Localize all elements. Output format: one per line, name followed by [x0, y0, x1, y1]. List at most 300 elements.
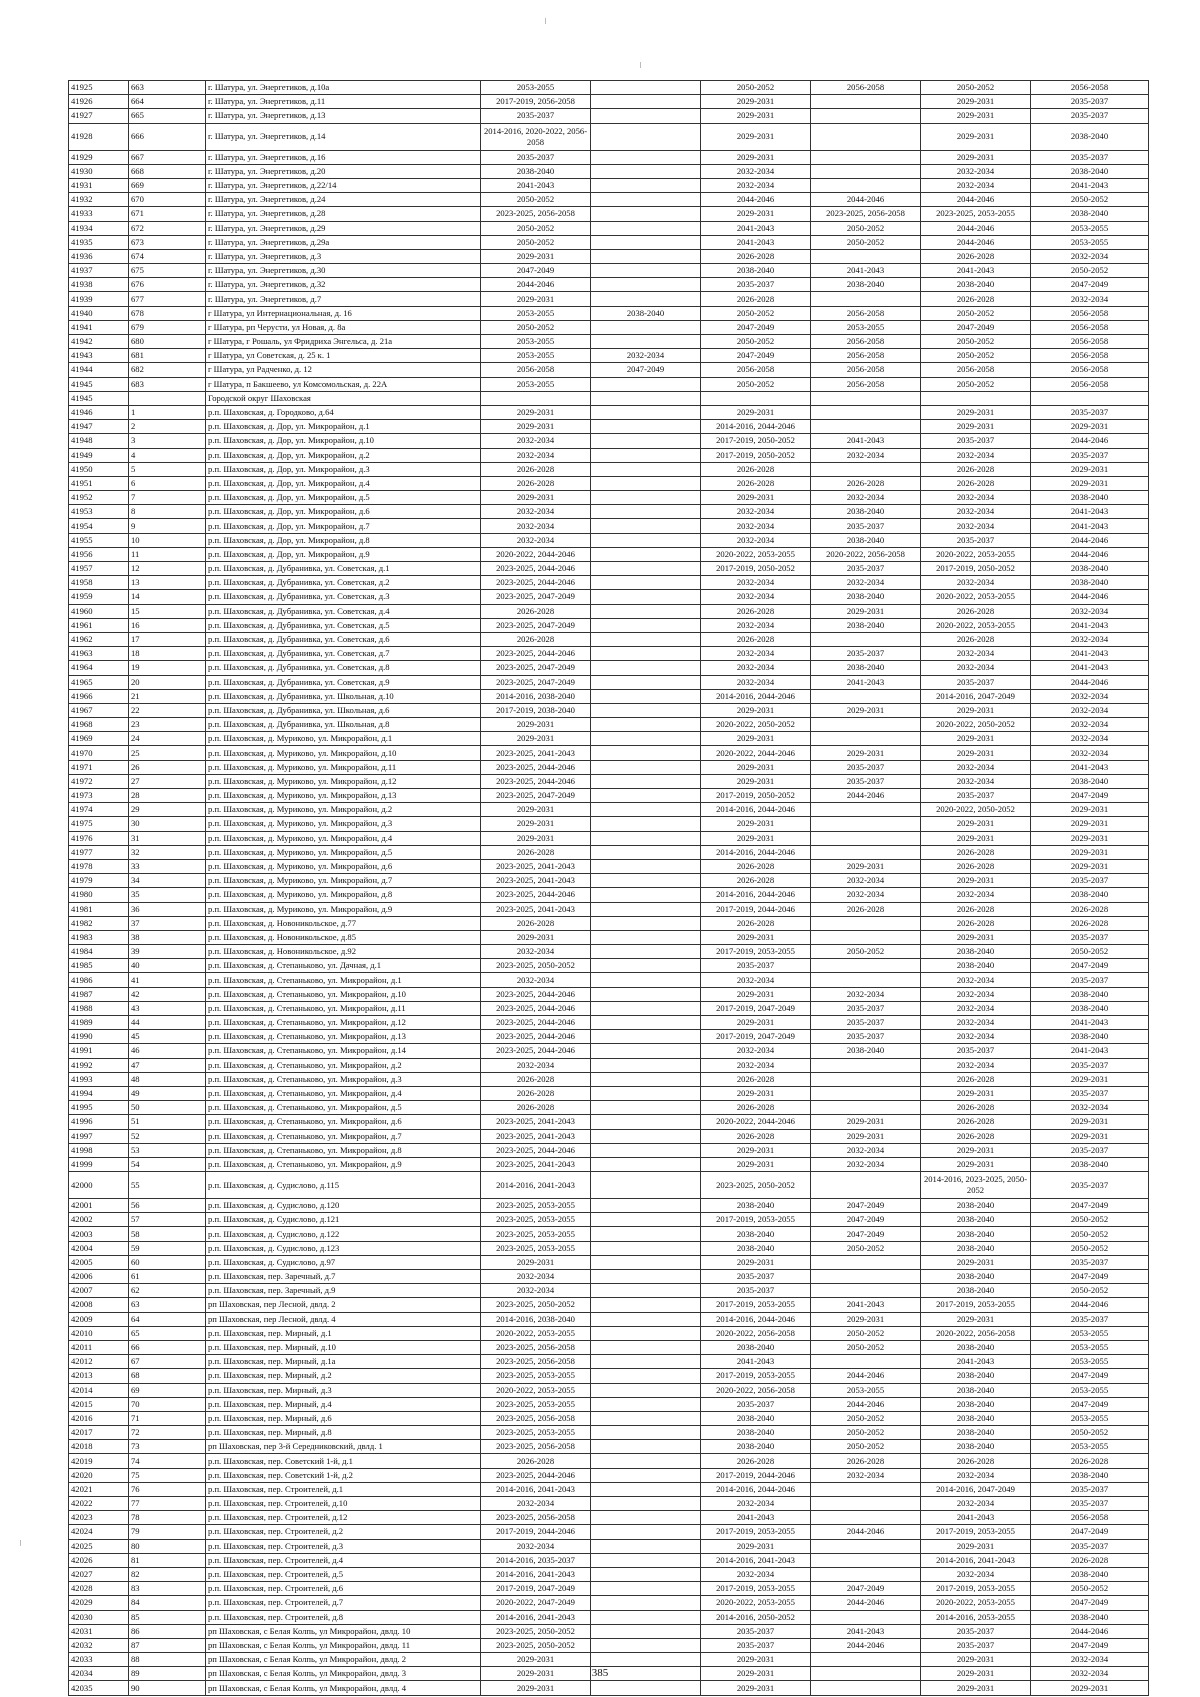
cell-period-6: 2026-2028	[1031, 1454, 1149, 1468]
cell-period-2	[591, 1383, 701, 1397]
cell-period-5: 2038-2040	[921, 1213, 1031, 1227]
cell-item-number: 68	[129, 1369, 206, 1383]
cell-period-1: 2023-2025, 2047-2049	[481, 590, 591, 604]
table-row	[69, 1001, 1149, 1015]
cell-period-1: 2023-2025, 2044-2046	[481, 987, 591, 1001]
table-row	[69, 1497, 1149, 1511]
cell-period-3: 2017-2019, 2053-2055	[701, 1213, 811, 1227]
cell-period-1: 2023-2025, 2044-2046	[481, 576, 591, 590]
cell-period-4	[811, 1497, 921, 1511]
cell-record-id: 41929	[69, 150, 129, 164]
cell-record-id: 42015	[69, 1397, 129, 1411]
scan-artifact	[545, 18, 546, 24]
cell-period-5: 2014-2016, 2053-2055	[921, 1610, 1031, 1624]
cell-period-5: 2038-2040	[921, 1426, 1031, 1440]
table-row	[69, 235, 1149, 249]
cell-period-6: 2038-2040	[1031, 491, 1149, 505]
cell-period-6: 2041-2043	[1031, 519, 1149, 533]
cell-period-4	[811, 1539, 921, 1553]
cell-record-id: 41994	[69, 1086, 129, 1100]
cell-address: г Шатура, ул Радченко, д. 12	[206, 363, 481, 377]
cell-period-2	[591, 1213, 701, 1227]
table-row	[69, 1383, 1149, 1397]
cell-item-number: 90	[129, 1681, 206, 1695]
cell-item-number: 46	[129, 1044, 206, 1058]
cell-item-number: 1	[129, 405, 206, 419]
cell-item-number: 30	[129, 817, 206, 831]
cell-period-2	[591, 661, 701, 675]
cell-period-1: 2029-2031	[481, 249, 591, 263]
cell-period-2	[591, 1638, 701, 1652]
cell-period-4: 2032-2034	[811, 1468, 921, 1482]
cell-item-number: 680	[129, 335, 206, 349]
cell-address: г. Шатура, ул. Энергетиков, д.28	[206, 207, 481, 221]
cell-period-2	[591, 178, 701, 192]
cell-period-1: 2023-2025, 2053-2055	[481, 1213, 591, 1227]
table-row	[69, 1567, 1149, 1581]
cell-period-4: 2044-2046	[811, 1397, 921, 1411]
cell-period-2: 2032-2034	[591, 349, 701, 363]
cell-address: р.п. Шаховская, д. Дор, ул. Микрорайон, д.5	[206, 491, 481, 505]
cell-item-number: 80	[129, 1539, 206, 1553]
cell-item-number: 50	[129, 1101, 206, 1115]
cell-item-number: 35	[129, 888, 206, 902]
cell-address: г Шатура, рп Черусти, ул Новая, д. 8а	[206, 320, 481, 334]
cell-address: р.п. Шаховская, пер. Советский 1-й, д.2	[206, 1468, 481, 1482]
cell-period-1: 2023-2025, 2041-2043	[481, 859, 591, 873]
cell-record-id: 42008	[69, 1298, 129, 1312]
table-row	[69, 945, 1149, 959]
cell-period-4: 2056-2058	[811, 81, 921, 95]
cell-record-id: 41943	[69, 349, 129, 363]
table-row	[69, 420, 1149, 434]
cell-period-6: 2035-2037	[1031, 1255, 1149, 1269]
cell-record-id: 42031	[69, 1624, 129, 1638]
cell-period-1: 2023-2025, 2053-2055	[481, 1397, 591, 1411]
cell-period-3: 2029-2031	[701, 1653, 811, 1667]
cell-period-1: 2017-2019, 2047-2049	[481, 1582, 591, 1596]
cell-period-1: 2023-2025, 2044-2046	[481, 1030, 591, 1044]
cell-record-id: 41945	[69, 391, 129, 405]
cell-period-4: 2056-2058	[811, 335, 921, 349]
cell-address: р.п. Шаховская, пер. Мирный, д.1	[206, 1326, 481, 1340]
cell-period-4: 2056-2058	[811, 363, 921, 377]
cell-address: р.п. Шаховская, д. Дор, ул. Микрорайон, д.10	[206, 434, 481, 448]
cell-period-2	[591, 1086, 701, 1100]
cell-period-5: 2029-2031	[921, 95, 1031, 109]
cell-period-5: 2032-2034	[921, 1497, 1031, 1511]
cell-period-3: 2017-2019, 2047-2049	[701, 1001, 811, 1015]
table-row	[69, 1213, 1149, 1227]
cell-period-1: 2023-2025, 2044-2046	[481, 774, 591, 788]
table-row	[69, 434, 1149, 448]
page-number: 385	[591, 1667, 609, 1679]
cell-period-1: 2029-2031	[481, 1667, 591, 1681]
cell-period-6: 2035-2037	[1031, 448, 1149, 462]
cell-period-5: 2050-2052	[921, 377, 1031, 391]
cell-period-6: 2029-2031	[1031, 1115, 1149, 1129]
cell-period-6: 2041-2043	[1031, 505, 1149, 519]
cell-period-4: 2044-2046	[811, 1638, 921, 1652]
cell-period-1: 2032-2034	[481, 1284, 591, 1298]
cell-period-4	[811, 1072, 921, 1086]
cell-period-3: 2029-2031	[701, 491, 811, 505]
cell-period-2	[591, 1482, 701, 1496]
table-row	[69, 1101, 1149, 1115]
table-row	[69, 817, 1149, 831]
cell-period-1: 2026-2028	[481, 462, 591, 476]
cell-period-1: 2029-2031	[481, 930, 591, 944]
cell-period-2	[591, 1426, 701, 1440]
cell-period-6: 2038-2040	[1031, 1157, 1149, 1171]
cell-period-3: 2050-2052	[701, 306, 811, 320]
cell-period-6: 2029-2031	[1031, 845, 1149, 859]
cell-period-5: 2032-2034	[921, 1567, 1031, 1581]
cell-address: г Шатура, г Рошаль, ул Фридриха Энгельса, д. 21а	[206, 335, 481, 349]
cell-period-3: 2017-2019, 2053-2055	[701, 1525, 811, 1539]
cell-period-5: 2032-2034	[921, 888, 1031, 902]
cell-item-number: 32	[129, 845, 206, 859]
cell-item-number: 44	[129, 1016, 206, 1030]
cell-address: р.п. Шаховская, пер. Строителей, д.7	[206, 1596, 481, 1610]
cell-record-id: 41996	[69, 1115, 129, 1129]
cell-period-4: 2029-2031	[811, 746, 921, 760]
cell-record-id: 41988	[69, 1001, 129, 1015]
cell-period-3: 2041-2043	[701, 221, 811, 235]
cell-period-3: 2014-2016, 2044-2046	[701, 888, 811, 902]
cell-address: р.п. Шаховская, д. Степаньково, ул. Микрорайон, д.1	[206, 973, 481, 987]
cell-period-2	[591, 1030, 701, 1044]
cell-period-4	[811, 405, 921, 419]
table-row	[69, 519, 1149, 533]
cell-period-2	[591, 420, 701, 434]
cell-period-3: 2047-2049	[701, 320, 811, 334]
cell-period-2	[591, 703, 701, 717]
cell-period-1: 2047-2049	[481, 264, 591, 278]
cell-period-3: 2041-2043	[701, 1355, 811, 1369]
cell-item-number: 42	[129, 987, 206, 1001]
cell-period-6: 2041-2043	[1031, 647, 1149, 661]
cell-period-3: 2032-2034	[701, 1567, 811, 1581]
cell-item-number: 26	[129, 760, 206, 774]
cell-item-number: 57	[129, 1213, 206, 1227]
cell-address: р.п. Шаховская, пер. Мирный, д.3	[206, 1383, 481, 1397]
cell-period-1: 2038-2040	[481, 164, 591, 178]
cell-record-id: 41973	[69, 789, 129, 803]
cell-period-3: 2032-2034	[701, 164, 811, 178]
cell-period-4	[811, 95, 921, 109]
cell-period-3: 2032-2034	[701, 590, 811, 604]
cell-period-4: 2035-2037	[811, 562, 921, 576]
cell-period-2	[591, 831, 701, 845]
table-row	[69, 916, 1149, 930]
cell-address: р.п. Шаховская, пер. Строителей, д.4	[206, 1553, 481, 1567]
cell-period-2	[591, 760, 701, 774]
cell-period-6: 2044-2046	[1031, 547, 1149, 561]
cell-item-number: 85	[129, 1610, 206, 1624]
cell-item-number: 677	[129, 292, 206, 306]
cell-period-1: 2023-2025, 2041-2043	[481, 902, 591, 916]
cell-period-6: 2038-2040	[1031, 987, 1149, 1001]
cell-item-number: 672	[129, 221, 206, 235]
cell-period-2	[591, 533, 701, 547]
cell-period-6: 2047-2049	[1031, 1525, 1149, 1539]
cell-address: рп Шаховская, с Белая Колпь, ул Микрорайон, двлд. 10	[206, 1624, 481, 1638]
cell-period-4	[811, 803, 921, 817]
cell-address: р.п. Шаховская, д. Дор, ул. Микрорайон, д.8	[206, 533, 481, 547]
cell-record-id: 41965	[69, 675, 129, 689]
cell-record-id: 41926	[69, 95, 129, 109]
cell-record-id: 41977	[69, 845, 129, 859]
cell-period-2	[591, 817, 701, 831]
cell-period-4: 2050-2052	[811, 945, 921, 959]
cell-period-5: 2032-2034	[921, 973, 1031, 987]
cell-record-id: 41972	[69, 774, 129, 788]
cell-period-5: 2020-2022, 2053-2055	[921, 618, 1031, 632]
housing-repair-schedule-table	[68, 80, 1149, 1696]
cell-period-2	[591, 632, 701, 646]
cell-period-5: 2026-2028	[921, 604, 1031, 618]
cell-period-1: 2032-2034	[481, 1270, 591, 1284]
table-row	[69, 1411, 1149, 1425]
table-row	[69, 1129, 1149, 1143]
cell-period-5: 2032-2034	[921, 774, 1031, 788]
table-row	[69, 123, 1149, 150]
cell-period-3: 2038-2040	[701, 1199, 811, 1213]
cell-item-number: 14	[129, 590, 206, 604]
cell-item-number: 87	[129, 1638, 206, 1652]
cell-period-6: 2050-2052	[1031, 1213, 1149, 1227]
cell-period-5: 2029-2031	[921, 817, 1031, 831]
cell-item-number: 67	[129, 1355, 206, 1369]
cell-item-number: 678	[129, 306, 206, 320]
cell-record-id: 41962	[69, 632, 129, 646]
cell-period-1: 2050-2052	[481, 193, 591, 207]
cell-period-2	[591, 109, 701, 123]
cell-period-6: 2044-2046	[1031, 675, 1149, 689]
cell-period-5: 2029-2031	[921, 831, 1031, 845]
cell-record-id: 41932	[69, 193, 129, 207]
cell-period-6: 2035-2037	[1031, 95, 1149, 109]
cell-period-3: 2032-2034	[701, 505, 811, 519]
cell-period-5: 2029-2031	[921, 123, 1031, 150]
cell-period-3: 2032-2034	[701, 533, 811, 547]
cell-period-1: 2023-2025, 2044-2046	[481, 888, 591, 902]
cell-period-4	[811, 1086, 921, 1100]
cell-period-6: 2053-2055	[1031, 1355, 1149, 1369]
cell-period-1: 2032-2034	[481, 448, 591, 462]
table-row	[69, 632, 1149, 646]
cell-period-2	[591, 562, 701, 576]
cell-period-1: 2023-2025, 2044-2046	[481, 760, 591, 774]
cell-period-2	[591, 1411, 701, 1425]
cell-period-1: 2014-2016, 2041-2043	[481, 1610, 591, 1624]
cell-period-5: 2017-2019, 2050-2052	[921, 562, 1031, 576]
cell-period-3: 2029-2031	[701, 95, 811, 109]
cell-record-id: 42034	[69, 1667, 129, 1681]
cell-period-5: 2029-2031	[921, 746, 1031, 760]
cell-item-number: 668	[129, 164, 206, 178]
cell-period-3: 2014-2016, 2050-2052	[701, 1610, 811, 1624]
table-row	[69, 1525, 1149, 1539]
cell-address: р.п. Шаховская, д. Дубранивка, ул. Советская, д.6	[206, 632, 481, 646]
cell-period-1: 2017-2019, 2038-2040	[481, 703, 591, 717]
cell-period-4	[811, 845, 921, 859]
cell-item-number: 45	[129, 1030, 206, 1044]
cell-period-5: 2032-2034	[921, 647, 1031, 661]
cell-period-2	[591, 150, 701, 164]
cell-record-id: 41950	[69, 462, 129, 476]
cell-item-number: 38	[129, 930, 206, 944]
cell-record-id: 41935	[69, 235, 129, 249]
cell-period-1: 2050-2052	[481, 221, 591, 235]
cell-period-5: 2017-2019, 2053-2055	[921, 1582, 1031, 1596]
cell-period-6: 2053-2055	[1031, 1340, 1149, 1354]
cell-address: г Шатура, п Бакшеево, ул Комсомольская, д. 22А	[206, 377, 481, 391]
cell-period-2	[591, 959, 701, 973]
cell-period-6: 2032-2034	[1031, 1101, 1149, 1115]
cell-period-2	[591, 689, 701, 703]
table-row	[69, 1582, 1149, 1596]
cell-item-number: 27	[129, 774, 206, 788]
cell-record-id: 41951	[69, 476, 129, 490]
cell-period-5: 2038-2040	[921, 1284, 1031, 1298]
cell-record-id: 41981	[69, 902, 129, 916]
cell-period-3: 2032-2034	[701, 647, 811, 661]
table-row	[69, 888, 1149, 902]
cell-period-2	[591, 618, 701, 632]
table-row	[69, 249, 1149, 263]
cell-period-4: 2029-2031	[811, 1115, 921, 1129]
cell-period-5: 2050-2052	[921, 349, 1031, 363]
cell-period-4: 2044-2046	[811, 193, 921, 207]
cell-period-6: 2056-2058	[1031, 1511, 1149, 1525]
cell-period-4	[811, 1255, 921, 1269]
cell-period-4: 2056-2058	[811, 306, 921, 320]
cell-period-6: 2047-2049	[1031, 1397, 1149, 1411]
cell-period-2	[591, 1255, 701, 1269]
cell-period-4	[811, 420, 921, 434]
cell-period-4: 2026-2028	[811, 1454, 921, 1468]
cell-period-5: 2035-2037	[921, 1638, 1031, 1652]
cell-period-2	[591, 774, 701, 788]
cell-item-number: 2	[129, 420, 206, 434]
cell-address: р.п. Шаховская, д. Дор, ул. Микрорайон, д.9	[206, 547, 481, 561]
cell-address: р.п. Шаховская, д. Дор, ул. Микрорайон, д.3	[206, 462, 481, 476]
cell-record-id: 41947	[69, 420, 129, 434]
cell-period-4: 2047-2049	[811, 1199, 921, 1213]
cell-period-1: 2029-2031	[481, 831, 591, 845]
cell-period-3: 2029-2031	[701, 150, 811, 164]
cell-period-5: 2029-2031	[921, 405, 1031, 419]
cell-period-1: 2029-2031	[481, 1653, 591, 1667]
cell-address: г. Шатура, ул. Энергетиков, д.16	[206, 150, 481, 164]
cell-period-6: 2050-2052	[1031, 1582, 1149, 1596]
cell-record-id: 42035	[69, 1681, 129, 1695]
cell-record-id: 41986	[69, 973, 129, 987]
table-row	[69, 193, 1149, 207]
cell-period-3: 2020-2022, 2053-2055	[701, 1596, 811, 1610]
cell-period-6: 2047-2049	[1031, 1199, 1149, 1213]
cell-address: р.п. Шаховская, пер. Мирный, д.6	[206, 1411, 481, 1425]
table-row	[69, 1482, 1149, 1496]
cell-period-5: 2038-2040	[921, 945, 1031, 959]
cell-item-number: 11	[129, 547, 206, 561]
cell-period-5: 2029-2031	[921, 150, 1031, 164]
cell-record-id: 41931	[69, 178, 129, 192]
cell-period-1: 2053-2055	[481, 349, 591, 363]
cell-period-6: 2050-2052	[1031, 1227, 1149, 1241]
cell-address: р.п. Шаховская, пер. Мирный, д.8	[206, 1426, 481, 1440]
cell-period-1: 2023-2025, 2044-2046	[481, 1044, 591, 1058]
table-row	[69, 959, 1149, 973]
cell-period-5: 2026-2028	[921, 1101, 1031, 1115]
table-row	[69, 1199, 1149, 1213]
cell-period-6: 2038-2040	[1031, 1567, 1149, 1581]
cell-period-5: 2029-2031	[921, 1539, 1031, 1553]
cell-period-5: 2050-2052	[921, 335, 1031, 349]
cell-period-5: 2032-2034	[921, 1058, 1031, 1072]
cell-period-1: 2029-2031	[481, 1681, 591, 1695]
cell-period-4	[811, 916, 921, 930]
cell-period-5: 2038-2040	[921, 1241, 1031, 1255]
cell-period-5: 2038-2040	[921, 1369, 1031, 1383]
cell-period-4: 2050-2052	[811, 1241, 921, 1255]
cell-period-3: 2017-2019, 2053-2055	[701, 1369, 811, 1383]
cell-record-id: 42019	[69, 1454, 129, 1468]
cell-address: р.п. Шаховская, д. Судислово, д.97	[206, 1255, 481, 1269]
cell-period-6: 2050-2052	[1031, 945, 1149, 959]
cell-item-number: 74	[129, 1454, 206, 1468]
cell-record-id: 41969	[69, 732, 129, 746]
cell-period-4	[811, 1553, 921, 1567]
cell-item-number: 73	[129, 1440, 206, 1454]
cell-period-2	[591, 1227, 701, 1241]
cell-period-2	[591, 448, 701, 462]
cell-record-id: 42033	[69, 1653, 129, 1667]
table-row	[69, 703, 1149, 717]
cell-period-6: 2032-2034	[1031, 732, 1149, 746]
table-row	[69, 462, 1149, 476]
cell-period-1: 2029-2031	[481, 1255, 591, 1269]
cell-period-2	[591, 1582, 701, 1596]
cell-period-3: 2029-2031	[701, 987, 811, 1001]
cell-period-2	[591, 123, 701, 150]
cell-period-4: 2044-2046	[811, 1596, 921, 1610]
cell-period-6: 2053-2055	[1031, 1383, 1149, 1397]
cell-record-id: 41964	[69, 661, 129, 675]
cell-period-3: 2020-2022, 2050-2052	[701, 718, 811, 732]
cell-item-number: 12	[129, 562, 206, 576]
cell-record-id: 42003	[69, 1227, 129, 1241]
table-row	[69, 874, 1149, 888]
cell-period-2	[591, 902, 701, 916]
cell-period-3: 2014-2016, 2044-2046	[701, 1312, 811, 1326]
cell-item-number: 41	[129, 973, 206, 987]
cell-period-1: 2014-2016, 2041-2043	[481, 1482, 591, 1496]
table-row	[69, 1653, 1149, 1667]
cell-period-5: 2026-2028	[921, 292, 1031, 306]
cell-period-3: 2020-2022, 2044-2046	[701, 1115, 811, 1129]
cell-item-number: 670	[129, 193, 206, 207]
cell-record-id: 41948	[69, 434, 129, 448]
cell-period-4: 2038-2040	[811, 661, 921, 675]
cell-period-5: 2050-2052	[921, 306, 1031, 320]
table-row	[69, 789, 1149, 803]
cell-period-5: 2032-2034	[921, 164, 1031, 178]
cell-period-4: 2035-2037	[811, 1030, 921, 1044]
cell-period-6: 2044-2046	[1031, 590, 1149, 604]
